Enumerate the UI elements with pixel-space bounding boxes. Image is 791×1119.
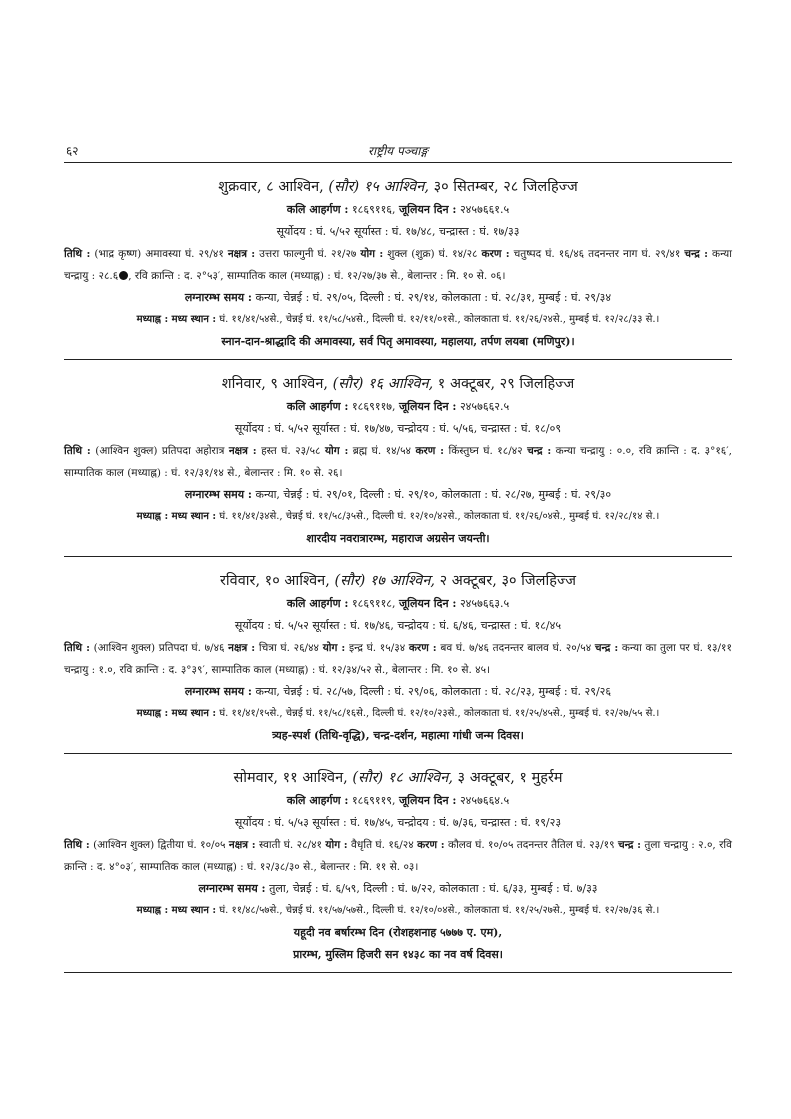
yoga-label: योग : (322, 642, 346, 654)
kali-value: १८६९११८, (348, 597, 399, 610)
yoga-label: योग : (324, 445, 349, 457)
karana-value: कौलव घं. १०/०५ तदनन्तर तैतिल घं. २३/१९ (444, 839, 618, 851)
yoga-value: ब्रह्म घं. १४/५४ (348, 445, 416, 457)
karana-value: चतुष्पद घं. १६/४६ तदनन्तर नाग घं. २९/४१ (509, 248, 685, 260)
day-title (64, 569, 732, 593)
panchang-details (64, 243, 732, 287)
nakshatra-label: नक्षत्र : (228, 642, 256, 654)
kali-label: कलि आहर्गण : (286, 203, 349, 216)
day-entry (64, 163, 732, 357)
chandra-label: चन्द्र : (617, 839, 641, 851)
chandra-label: चन्द्र : (527, 445, 552, 457)
madhyahna-value: घं. ११/४१/३४से., चेन्नई घं. ११/५८/३५से., दिल्ली घं. १२/१०/४२से., कोलकाता घं. ११/२६/०४से., मुम्बई घं. १२/२८/१४ से.। (216, 511, 660, 522)
kali-value: १८६९११७, (348, 400, 399, 413)
nakshatra-label: नक्षत्र : (228, 445, 257, 457)
day-entries (64, 163, 732, 973)
lagna-label: लग्नारम्भ समय : (198, 882, 266, 895)
tithi-value: (आश्विन शुक्ल) प्रतिपदा घं. ७/४६ (90, 642, 229, 654)
day-entry (64, 557, 732, 751)
madhyahna-label: मध्याह्न : मध्य स्थान : (136, 511, 217, 522)
julian-value: २४५७६६२.५ (456, 400, 510, 413)
saur-date: (सौर) १५ आश्विन, (328, 179, 429, 195)
nakshatra-label: नक्षत्र : (228, 839, 256, 851)
kranti-sampatik-belantar: , रवि क्रान्ति : द. ३°१६′, साम्पातिक काल (मध्याह्न) : घं. १२/३१/१४ से., बेलान्तर : मि. १० से. २६। (64, 445, 732, 479)
chandra-label: चन्द्र : (594, 642, 619, 654)
kali-label: कलि आहर्गण : (286, 794, 349, 807)
day-title (64, 175, 732, 199)
kali-julian-line (64, 396, 732, 418)
chandra-value: कन्या चन्द्रायु : ०.० (551, 445, 632, 457)
madhyahna-line (64, 900, 732, 922)
day-title-date: रविवार, १० आश्विन, (219, 573, 335, 589)
julian-value: २४५७६६३.५ (456, 597, 510, 610)
festival-line: प्रारम्भ, मुस्लिम हिजरी सन १४३८ का नव वर्ष दिवस। (293, 948, 503, 961)
running-header (64, 140, 732, 162)
nakshatra-value: चित्रा घं. २६/४४ (255, 642, 323, 654)
karana-label: करण : (481, 248, 510, 260)
kali-value: १८६९११९, (348, 794, 399, 807)
sun-moon-times: सूर्योदय : घं. ५/५२ सूर्यास्त : घं. १७/४७, चन्द्रोदय : घं. ५/५६, चन्द्रास्त : घं. १८/०९ (234, 422, 562, 435)
nakshatra-value: उत्तरा फाल्गुनी घं. २१/२७ (255, 248, 361, 260)
page-number: ६२ (66, 144, 79, 158)
madhyahna-line (64, 506, 732, 528)
tithi-label: तिथि : (64, 248, 91, 260)
lagna-label: लग्नारम्भ समय : (184, 291, 252, 304)
chandra-label: चन्द्र : (684, 248, 709, 260)
day-title-rest: ३० सितम्बर, २८ जिलहिज्ज (428, 179, 578, 195)
new-moon-icon (119, 271, 128, 280)
madhyahna-line (64, 703, 732, 725)
kali-julian-line (64, 199, 732, 221)
day-title-date: सोमवार, ११ आश्विन, (233, 770, 353, 786)
day-entry (64, 754, 732, 970)
karana-label: करण : (408, 642, 437, 654)
madhyahna-line (64, 309, 732, 331)
nakshatra-label: नक्षत्र : (227, 248, 256, 260)
yoga-value: इन्द्र घं. १५/३४ (345, 642, 409, 654)
chandra-value: तुला चन्द्रायु : २.० (641, 839, 713, 851)
lagna-value: तुला, चेन्नई : घं. ६/५९, दिल्ली : घं. ७/२२, कोलकाता : घं. ६/३३, मुम्बई : घं. ७/३३ (265, 882, 598, 895)
julian-value: २४५७६६४.५ (456, 794, 510, 807)
lagna-line (64, 484, 732, 506)
julian-label: जूलियन दिन : (399, 203, 457, 216)
madhyahna-value: घं. ११/४८/५७से., चेन्नई घं. ११/५७/५७से., दिल्ली घं. १२/१०/०४से., कोलकाता घं. ११/२५/२७से., मुम्बई घं. १२/२७/३६ से.। (216, 905, 660, 916)
day-title-rest: ३ अक्टूबर, १ मुहर्रम (452, 770, 563, 786)
madhyahna-label: मध्याह्न : मध्य स्थान : (136, 314, 217, 325)
panchang-details (64, 637, 732, 681)
chandra-value: कन्या चन्द्रायु : २८.६ (64, 248, 732, 282)
yoga-label: योग : (360, 248, 384, 260)
tithi-value: (आश्विन शुक्ल) प्रतिपदा अहोरात्र (90, 445, 229, 457)
kranti-sampatik-belantar: , रवि क्रान्ति : द. २°५३′, साम्पातिक काल (मध्याह्न) : घं. १२/२७/३७ से., बेलान्तर : मि. १० से. ०६। (128, 270, 506, 282)
tithi-value: (आश्विन शुक्ल) द्वितीया घं. १०/०५ (89, 839, 229, 851)
lagna-label: लग्नारम्भ समय : (184, 685, 252, 698)
yoga-label: योग : (325, 839, 348, 851)
kranti-sampatik-belantar: , रवि क्रान्ति : द. ३°३९′, साम्पातिक काल (मध्याह्न) : घं. १२/३४/५२ से., बेलान्तर : मि. १० से. ४५। (112, 664, 491, 676)
nakshatra-value: स्वाती घं. २८/४१ (255, 839, 326, 851)
lagna-line (64, 287, 732, 309)
karana-label: करण : (417, 839, 445, 851)
sun-moon-times: सूर्योदय : घं. ५/५३ सूर्यास्त : घं. १७/४५, चन्द्रोदय : घं. ७/३६, चन्द्रास्त : घं. १९/२३ (234, 816, 562, 829)
lagna-value: कन्या, चेन्नई : घं. २९/०१, दिल्ली : घं. २९/१०, कोलकाता : घं. २८/२७, मुम्बई : घं. २९/३० (252, 488, 612, 501)
day-title (64, 372, 732, 396)
madhyahna-value: घं. ११/४१/१५से., चेन्नई घं. ११/५८/१६से., दिल्ली घं. १२/१०/२३से., कोलकाता घं. ११/२५/४५से., मुम्बई घं. १२/२७/५५ से.। (216, 708, 660, 719)
kali-julian-line (64, 790, 732, 812)
festival-line: यहूदी नव बर्षारम्भ दिन (रोशहशनाह ५७७७ ए. एम), (293, 926, 503, 939)
tithi-value: (भाद्र कृष्ण) अमावस्या घं. २९/४१ (90, 248, 228, 260)
tithi-label: तिथि : (64, 642, 90, 654)
lagna-line (64, 878, 732, 900)
day-title-date: शुक्रवार, ८ आश्विन, (218, 179, 329, 195)
julian-label: जूलियन दिन : (399, 597, 457, 610)
saur-date: (सौर) १७ आश्विन, (334, 573, 435, 589)
madhyahna-value: घं. ११/४१/५४से., चेन्नई घं. ११/५८/५४से., दिल्ली घं. १२/११/०१से., कोलकाता घं. ११/२६/२४से., मुम्बई घं. १२/२८/३३ से.। (216, 314, 660, 325)
panchang-details (64, 834, 732, 878)
chandra-value: कन्या का तुला पर घं. १३/११ चन्द्रायु : १.० (64, 642, 732, 676)
karana-label: करण : (415, 445, 445, 457)
yoga-value: वैधृति घं. १६/२४ (347, 839, 418, 851)
panchang-details (64, 440, 732, 484)
madhyahna-label: मध्याह्न : मध्य स्थान : (136, 708, 217, 719)
karana-value: बव घं. ७/४६ तदनन्तर बालव घं. २०/५४ (436, 642, 595, 654)
day-entry (64, 360, 732, 554)
karana-value: किंस्तुघ्न घं. १८/४२ (444, 445, 528, 457)
tithi-label: तिथि : (64, 839, 90, 851)
festival-line: स्नान-दान-श्राद्धादि की अमावस्या, सर्व पितृ अमावस्या, महालया, तर्पण लयबा (मणिपुर)। (221, 335, 575, 348)
julian-label: जूलियन दिन : (399, 400, 457, 413)
festivals (64, 528, 732, 550)
kali-label: कलि आहर्गण : (286, 400, 349, 413)
kali-julian-line (64, 593, 732, 615)
julian-label: जूलियन दिन : (399, 794, 457, 807)
day-title (64, 766, 732, 790)
festivals (64, 331, 732, 353)
festivals (64, 922, 732, 966)
festivals (64, 725, 732, 747)
lagna-label: लग्नारम्भ समय : (184, 488, 252, 501)
lagna-value: कन्या, चेन्नई : घं. २९/०५, दिल्ली : घं. २९/१४, कोलकाता : घं. २८/३१, मुम्बई : घं. २९/३४ (252, 291, 612, 304)
kali-value: १८६९११६, (348, 203, 399, 216)
lagna-value: कन्या, चेन्नई : घं. २८/५७, दिल्ली : घं. २९/०६, कोलकाता : घं. २८/२३, मुम्बई : घं. २९/२६ (252, 685, 612, 698)
julian-value: २४५७६६१.५ (456, 203, 510, 216)
saur-date: (सौर) १६ आश्विन, (332, 376, 434, 392)
day-title-rest: १ अक्टूबर, २९ जिलहिज्ज (433, 376, 575, 392)
sun-moon-times: सूर्योदय : घं. ५/५२ सूर्यास्त : घं. १७/४८, चन्द्रास्त : घं. १७/३३ (276, 225, 520, 238)
running-title: राष्ट्रीय पञ्चाङ्ग (368, 144, 428, 158)
day-title-date: शनिवार, ९ आश्विन, (221, 376, 333, 392)
page (64, 140, 732, 973)
festival-line: त्र्यह-स्पर्श (तिथि-वृद्धि), चन्द्र-दर्शन, महात्मा गांधी जन्म दिवस। (272, 729, 524, 742)
lagna-line (64, 681, 732, 703)
saur-date: (सौर) १८ आश्विन, (352, 770, 453, 786)
nakshatra-value: हस्त घं. २३/५८ (256, 445, 325, 457)
entry-divider (64, 972, 732, 973)
madhyahna-label: मध्याह्न : मध्य स्थान : (136, 905, 217, 916)
kali-label: कलि आहर्गण : (286, 597, 349, 610)
yoga-value: शुक्ल (शुक्र) घं. १४/२८ (383, 248, 482, 260)
kranti-sampatik-belantar: , रवि क्रान्ति : द. ४°०३′, साम्पातिक काल (मध्याह्न) : घं. १२/३८/३० से., बेलान्तर : मि. ११ से. ०३। (64, 839, 732, 873)
day-title-rest: २ अक्टूबर, ३० जिलहिज्ज (435, 573, 577, 589)
sun-moon-times: सूर्योदय : घं. ५/५२ सूर्यास्त : घं. १७/४६, चन्द्रोदय : घं. ६/४६, चन्द्रास्त : घं. १८/४५ (234, 619, 562, 632)
tithi-label: तिथि : (64, 445, 91, 457)
festival-line: शारदीय नवरात्रारम्भ, महाराज अग्रसेन जयन्ती। (306, 532, 490, 545)
